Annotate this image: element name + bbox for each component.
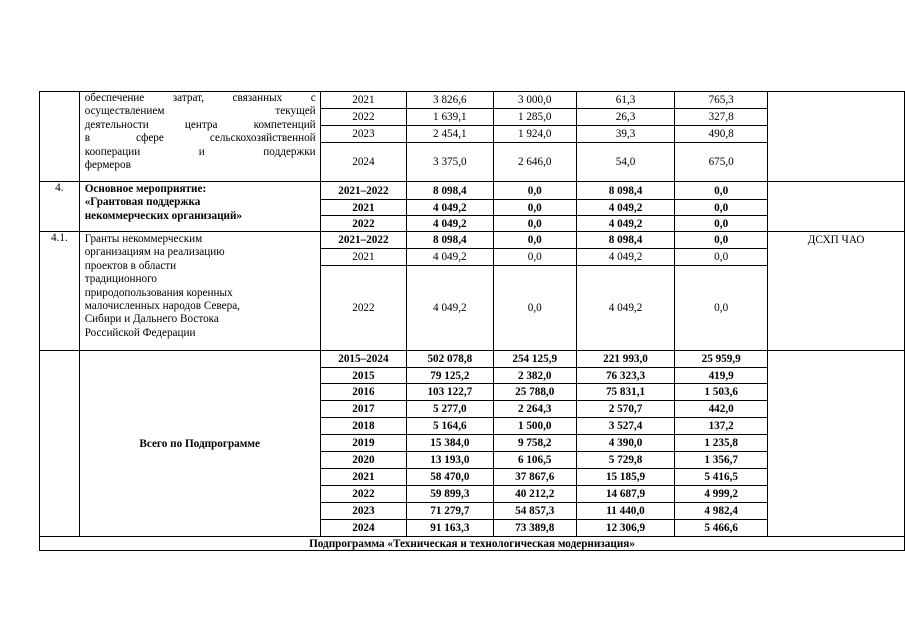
amount-cell: 25 959,9 xyxy=(675,351,768,368)
amount-cell: 675,0 xyxy=(675,143,768,182)
amount-cell: 2 570,7 xyxy=(576,401,674,418)
description-line: проектов в области xyxy=(84,259,177,272)
description-line: организациям на реализацию xyxy=(84,246,225,259)
responsible-executor: ДСХП ЧАО xyxy=(768,232,905,351)
responsible-empty xyxy=(768,351,905,537)
amount-cell: 37 867,6 xyxy=(493,469,576,486)
amount-cell: 79 125,2 xyxy=(407,368,493,384)
description-line: Российской Федерации xyxy=(84,326,196,339)
amount-cell: 3 000,0 xyxy=(493,92,576,109)
description-line: фермеров xyxy=(84,159,131,172)
amount-cell: 8 098,4 xyxy=(407,232,493,249)
year-cell: 2021 xyxy=(320,249,406,266)
amount-cell: 419,9 xyxy=(675,368,768,384)
amount-cell: 1 285,0 xyxy=(493,109,576,126)
year-cell: 2021–2022 xyxy=(320,182,406,200)
amount-cell: 1 503,6 xyxy=(675,384,768,401)
amount-cell: 2 646,0 xyxy=(493,143,576,182)
amount-cell: 254 125,9 xyxy=(493,351,576,368)
year-cell: 2015–2024 xyxy=(320,351,406,368)
year-cell: 2022 xyxy=(320,216,406,232)
description-line: традиционного xyxy=(84,273,158,286)
amount-cell: 0,0 xyxy=(675,216,768,232)
amount-cell: 0,0 xyxy=(675,232,768,249)
amount-cell: 1 639,1 xyxy=(407,109,493,126)
amount-cell: 25 788,0 xyxy=(493,384,576,401)
amount-cell: 40 212,2 xyxy=(493,486,576,503)
amount-cell: 0,0 xyxy=(675,266,768,351)
amount-cell: 0,0 xyxy=(493,216,576,232)
amount-cell: 15 185,9 xyxy=(576,469,674,486)
year-cell: 2021 xyxy=(320,92,406,109)
amount-cell: 39,3 xyxy=(576,126,674,143)
description-line: кооперации и поддержки xyxy=(84,145,316,158)
amount-cell: 502 078,8 xyxy=(407,351,493,368)
amount-cell: 765,3 xyxy=(675,92,768,109)
activity-description xyxy=(79,92,320,182)
table-row xyxy=(40,92,905,109)
amount-cell: 3 527,4 xyxy=(576,418,674,435)
year-cell: 2023 xyxy=(320,503,406,520)
year-cell: 2023 xyxy=(320,126,406,143)
amount-cell: 75 831,1 xyxy=(576,384,674,401)
amount-cell: 5 277,0 xyxy=(407,401,493,418)
row-index-empty xyxy=(40,351,80,537)
year-cell: 2021 xyxy=(320,469,406,486)
table-row xyxy=(40,351,905,368)
amount-cell: 54 857,3 xyxy=(493,503,576,520)
amount-cell: 26,3 xyxy=(576,109,674,126)
amount-cell: 4 982,4 xyxy=(675,503,768,520)
amount-cell: 5 466,6 xyxy=(675,520,768,537)
amount-cell: 4 049,2 xyxy=(407,249,493,266)
amount-cell: 71 279,7 xyxy=(407,503,493,520)
amount-cell: 4 999,2 xyxy=(675,486,768,503)
amount-cell: 221 993,0 xyxy=(576,351,674,368)
activity-description xyxy=(79,232,320,351)
year-cell: 2019 xyxy=(320,435,406,452)
amount-cell: 4 049,2 xyxy=(407,200,493,216)
year-cell: 2020 xyxy=(320,452,406,469)
amount-cell: 12 306,9 xyxy=(576,520,674,537)
amount-cell: 2 454,1 xyxy=(407,126,493,143)
year-cell: 2022 xyxy=(320,266,406,351)
amount-cell: 59 899,3 xyxy=(407,486,493,503)
amount-cell: 0,0 xyxy=(493,200,576,216)
amount-cell: 4 049,2 xyxy=(576,216,674,232)
amount-cell: 442,0 xyxy=(675,401,768,418)
amount-cell: 0,0 xyxy=(493,182,576,200)
amount-cell: 2 264,3 xyxy=(493,401,576,418)
subprogram-total-label: Всего по Подпрограмме xyxy=(79,351,320,537)
year-cell: 2022 xyxy=(320,486,406,503)
amount-cell: 4 049,2 xyxy=(576,200,674,216)
amount-cell: 5 164,6 xyxy=(407,418,493,435)
amount-cell: 54,0 xyxy=(576,143,674,182)
title-line: некоммерческих организаций» xyxy=(84,209,243,222)
amount-cell: 73 389,8 xyxy=(493,520,576,537)
amount-cell: 1 500,0 xyxy=(493,418,576,435)
amount-cell: 0,0 xyxy=(675,249,768,266)
amount-cell: 103 122,7 xyxy=(407,384,493,401)
description-line: обеспечение затрат, связанных с xyxy=(84,92,316,104)
amount-cell: 8 098,4 xyxy=(407,182,493,200)
amount-cell: 61,3 xyxy=(576,92,674,109)
amount-cell: 3 826,6 xyxy=(407,92,493,109)
responsible-empty xyxy=(768,92,905,182)
table-row xyxy=(40,232,905,249)
table-row xyxy=(40,182,905,200)
row-index: 4.1. xyxy=(40,232,80,351)
amount-cell: 5 729,8 xyxy=(576,452,674,469)
amount-cell: 1 235,8 xyxy=(675,435,768,452)
description-line: осуществлением текущей xyxy=(84,105,316,118)
main-activity-title xyxy=(79,182,320,232)
amount-cell: 4 049,2 xyxy=(576,249,674,266)
year-cell: 2024 xyxy=(320,143,406,182)
year-cell: 2015 xyxy=(320,368,406,384)
description-line: деятельности центра компетенций xyxy=(84,118,316,131)
amount-cell: 58 470,0 xyxy=(407,469,493,486)
amount-cell: 3 375,0 xyxy=(407,143,493,182)
budget-table xyxy=(39,91,905,551)
amount-cell: 8 098,4 xyxy=(576,182,674,200)
amount-cell: 137,2 xyxy=(675,418,768,435)
responsible-empty xyxy=(768,182,905,232)
amount-cell: 0,0 xyxy=(493,249,576,266)
amount-cell: 91 163,3 xyxy=(407,520,493,537)
amount-cell: 4 390,0 xyxy=(576,435,674,452)
year-cell: 2021–2022 xyxy=(320,232,406,249)
amount-cell: 4 049,2 xyxy=(407,266,493,351)
amount-cell: 490,8 xyxy=(675,126,768,143)
amount-cell: 76 323,3 xyxy=(576,368,674,384)
amount-cell: 15 384,0 xyxy=(407,435,493,452)
year-cell: 2016 xyxy=(320,384,406,401)
amount-cell: 5 416,5 xyxy=(675,469,768,486)
description-line: Сибири и Дальнего Востока xyxy=(84,313,219,326)
amount-cell: 2 382,0 xyxy=(493,368,576,384)
description-line: в сфере сельскохозяйственной xyxy=(84,132,316,145)
title-line: «Грантовая поддержка xyxy=(84,196,201,209)
amount-cell: 9 758,2 xyxy=(493,435,576,452)
description-line: Гранты некоммерческим xyxy=(84,233,203,245)
amount-cell: 11 440,0 xyxy=(576,503,674,520)
row-index: 4. xyxy=(40,182,80,232)
amount-cell: 327,8 xyxy=(675,109,768,126)
amount-cell: 6 106,5 xyxy=(493,452,576,469)
amount-cell: 1 356,7 xyxy=(675,452,768,469)
amount-cell: 4 049,2 xyxy=(407,216,493,232)
amount-cell: 0,0 xyxy=(493,232,576,249)
description-line: малочисленных народов Севера, xyxy=(84,300,240,313)
amount-cell: 13 193,0 xyxy=(407,452,493,469)
subprogram-heading: Подпрограмма «Техническая и технологическая модернизация» xyxy=(40,537,905,551)
title-line: Основное мероприятие: xyxy=(84,183,207,195)
amount-cell: 0,0 xyxy=(675,200,768,216)
amount-cell: 0,0 xyxy=(675,182,768,200)
year-cell: 2017 xyxy=(320,401,406,418)
amount-cell: 8 098,4 xyxy=(576,232,674,249)
amount-cell: 1 924,0 xyxy=(493,126,576,143)
year-cell: 2021 xyxy=(320,200,406,216)
description-line: природопользования коренных xyxy=(84,286,233,299)
year-cell: 2024 xyxy=(320,520,406,537)
amount-cell: 4 049,2 xyxy=(576,266,674,351)
year-cell: 2022 xyxy=(320,109,406,126)
table-row xyxy=(40,537,905,551)
row-index-empty xyxy=(40,92,80,182)
amount-cell: 14 687,9 xyxy=(576,486,674,503)
amount-cell: 0,0 xyxy=(493,266,576,351)
year-cell: 2018 xyxy=(320,418,406,435)
